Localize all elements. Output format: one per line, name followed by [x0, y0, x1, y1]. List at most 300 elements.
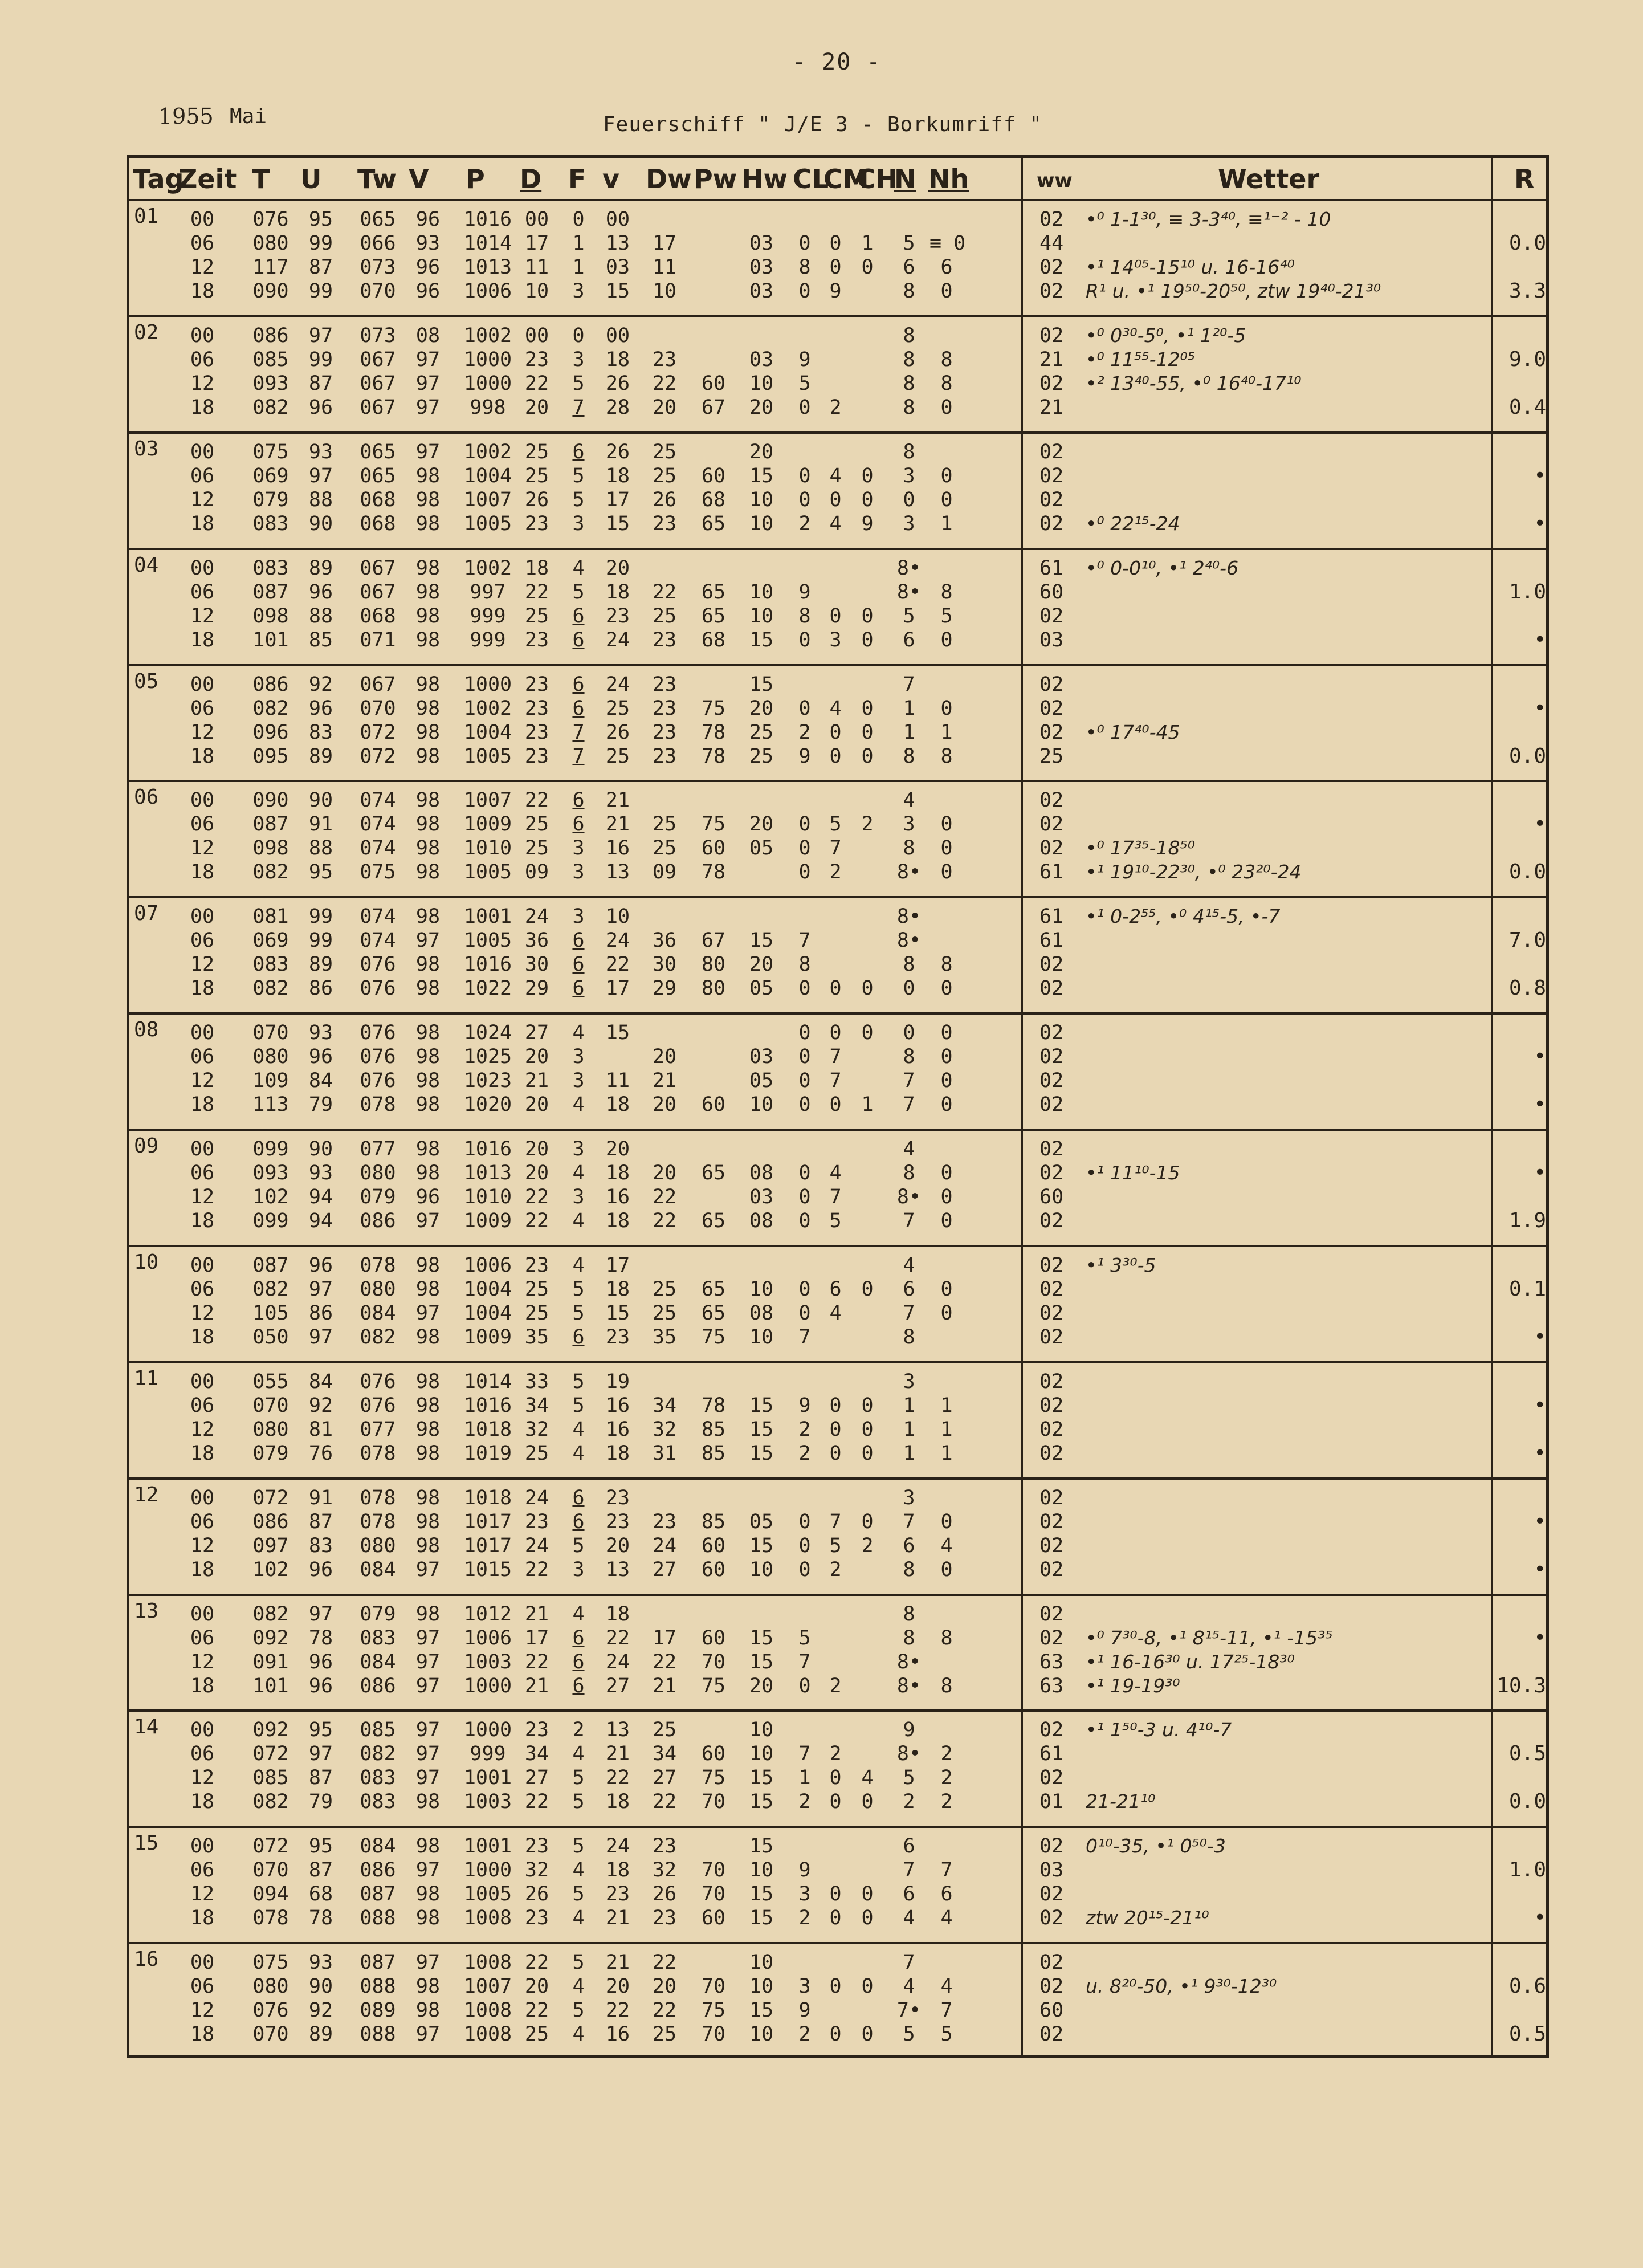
- header-dw: Dw: [646, 164, 692, 194]
- cell-v: 98: [415, 673, 441, 696]
- cell-nh: 0: [940, 1558, 953, 1581]
- cell-nh: 4: [940, 1975, 953, 1998]
- cell-d: 22: [524, 1790, 549, 1814]
- cell-pw: 75: [701, 697, 726, 720]
- cell-dw: 23: [652, 628, 677, 652]
- table-row: [129, 232, 1546, 255]
- cell-cl: 0: [798, 837, 811, 860]
- cell-dw: 22: [652, 1210, 677, 1232]
- cell-tw: 084: [360, 1558, 396, 1581]
- cell-d: 32: [524, 1418, 549, 1441]
- cell-u: 96: [308, 1650, 333, 1673]
- cell-cm: 4: [829, 1301, 842, 1325]
- cell-n: 6: [903, 628, 915, 652]
- cell-v: 20: [605, 556, 630, 580]
- cell-zeit: 18: [190, 861, 215, 884]
- cell-wetter: •¹ 14⁰⁵-15¹⁰ u. 16-16⁴⁰: [1086, 256, 1295, 278]
- cell-ww: 02: [1039, 1883, 1064, 1906]
- cell-u: 90: [308, 1975, 333, 1998]
- cell-dw: 35: [652, 1325, 677, 1349]
- cell-t: 082: [252, 1277, 289, 1301]
- cell-v: 98: [415, 1138, 441, 1161]
- cell-dw: 20: [652, 1162, 677, 1184]
- cell-ww: 02: [1039, 280, 1064, 303]
- cell-n: 7: [903, 1301, 915, 1325]
- cell-ch: 2: [861, 1534, 874, 1557]
- cell-r: •: [1534, 1906, 1546, 1930]
- cell-cl: 0: [798, 1534, 811, 1557]
- cell-v: 28: [605, 396, 630, 419]
- cell-tw: 076: [360, 1394, 396, 1417]
- cell-d: 20: [524, 396, 549, 419]
- cell-cm: 0: [829, 488, 842, 511]
- cell-u: 99: [308, 280, 333, 303]
- cell-t: 086: [252, 324, 289, 347]
- cell-dw: 10: [652, 280, 677, 303]
- month-label: Mai: [230, 105, 267, 128]
- page-number: - 20 -: [792, 49, 882, 75]
- cell-zeit: 12: [190, 1301, 215, 1325]
- cell-v: 24: [605, 1835, 630, 1858]
- cell-ch: 0: [861, 744, 874, 768]
- cell-f: 6: [572, 929, 585, 952]
- cell-v: 97: [415, 1301, 441, 1325]
- table-row: [129, 837, 1546, 860]
- cell-p: 1023: [463, 1069, 512, 1093]
- cell-v: 18: [605, 1790, 630, 1814]
- cell-u: 93: [308, 1021, 333, 1045]
- cell-pw: 70: [701, 1859, 726, 1882]
- cell-u: 68: [308, 1883, 333, 1906]
- cell-dw: 17: [652, 232, 677, 255]
- cell-nh: 8: [940, 348, 953, 371]
- cell-v: 97: [415, 1951, 441, 1974]
- cell-n: 7: [903, 1069, 915, 1093]
- cell-hw: 05: [749, 977, 774, 1000]
- cell-dw: 25: [652, 1277, 677, 1301]
- cell-v: 18: [605, 1210, 630, 1232]
- cell-t: 085: [252, 1766, 289, 1790]
- cell-n: 0: [903, 488, 915, 511]
- cell-ww: 02: [1039, 1558, 1064, 1581]
- cell-f: 6: [572, 953, 585, 976]
- cell-p: 1008: [463, 2023, 512, 2046]
- cell-v: 97: [415, 1650, 441, 1673]
- cell-d: 20: [524, 1093, 549, 1117]
- header-t: T: [252, 164, 270, 194]
- cell-cm: 0: [829, 1021, 842, 1045]
- cell-n: 4: [903, 1975, 915, 1998]
- cell-nh: 0: [940, 1277, 953, 1301]
- cell-hw: 15: [749, 1883, 774, 1906]
- cell-cl: 0: [798, 232, 811, 255]
- cell-hw: 03: [749, 280, 774, 303]
- cell-n: 7: [903, 1210, 915, 1232]
- cell-d: 23: [524, 512, 549, 535]
- cell-u: 96: [308, 1253, 333, 1277]
- cell-ch: 0: [861, 464, 874, 487]
- cell-v: 96: [415, 208, 441, 231]
- table-row: [129, 1442, 1546, 1465]
- cell-f: 4: [572, 1162, 585, 1184]
- cell-d: 20: [524, 1045, 549, 1069]
- cell-ww: 21: [1039, 396, 1064, 419]
- cell-dw: 23: [652, 1907, 677, 1930]
- cell-d: 25: [524, 813, 549, 836]
- cell-ch: 0: [861, 2023, 874, 2046]
- cell-u: 88: [308, 604, 333, 628]
- cell-f: 6: [572, 1486, 585, 1509]
- cell-v: 98: [415, 1418, 441, 1441]
- cell-ww: 02: [1039, 697, 1064, 720]
- header-tag: Tag: [133, 164, 184, 194]
- cell-cl: 0: [798, 1045, 811, 1069]
- cell-hw: 15: [749, 1907, 774, 1930]
- cell-p: 1015: [463, 1558, 512, 1581]
- table-row: [129, 372, 1546, 395]
- cell-v: 16: [605, 1394, 630, 1417]
- cell-n: 5: [903, 604, 915, 628]
- table-row: [129, 721, 1546, 744]
- cell-f: 4: [572, 1253, 585, 1277]
- cell-v: 15: [605, 1301, 630, 1325]
- cell-v: 16: [605, 2023, 630, 2046]
- cell-dw: 25: [652, 1719, 677, 1742]
- cell-nh: 0: [940, 837, 953, 860]
- cell-cl: 0: [798, 697, 811, 720]
- cell-ch: 9: [861, 512, 874, 535]
- cell-zeit: 12: [190, 1766, 215, 1790]
- cell-tw: 068: [360, 512, 396, 535]
- cell-u: 91: [308, 1486, 333, 1509]
- cell-t: 105: [252, 1301, 289, 1325]
- table-row: [129, 905, 1546, 928]
- cell-u: 92: [308, 1394, 333, 1417]
- header-n: N: [894, 164, 916, 194]
- year-label: 1955: [158, 104, 214, 129]
- cell-ww: 02: [1039, 1442, 1064, 1465]
- cell-cm: 5: [829, 813, 842, 836]
- day-number: 12: [134, 1483, 159, 1506]
- day-block-08: [129, 1015, 1546, 1131]
- cell-hw: 08: [749, 1210, 774, 1232]
- cell-n: 8•: [896, 905, 922, 929]
- cell-ww: 02: [1039, 673, 1064, 696]
- table-row: [129, 813, 1546, 836]
- cell-t: 082: [252, 1790, 289, 1814]
- cell-v: 98: [415, 1835, 441, 1858]
- cell-d: 11: [524, 256, 549, 279]
- cell-ww: 60: [1039, 1186, 1064, 1208]
- cell-v: 98: [415, 1999, 441, 2022]
- cell-tw: 079: [360, 1602, 396, 1626]
- table-row: [129, 1326, 1546, 1349]
- cell-t: 101: [252, 1674, 289, 1697]
- cell-u: 90: [308, 1138, 333, 1161]
- cell-zeit: 00: [190, 673, 215, 696]
- cell-r: 10.3: [1497, 1673, 1546, 1697]
- cell-tw: 078: [360, 1253, 396, 1277]
- table-row: [129, 1510, 1546, 1533]
- cell-hw: 20: [749, 1674, 774, 1697]
- cell-zeit: 12: [190, 953, 215, 976]
- cell-nh: 4: [940, 1534, 953, 1557]
- cell-pw: 78: [701, 720, 726, 744]
- cell-ww: 63: [1039, 1674, 1064, 1697]
- cell-cl: 7: [798, 929, 811, 952]
- cell-f: 4: [572, 1021, 585, 1045]
- day-block-13: [129, 1596, 1546, 1712]
- cell-cl: 0: [798, 396, 811, 419]
- cell-tw: 078: [360, 1093, 396, 1117]
- cell-cl: 2: [798, 1442, 811, 1465]
- cell-v: 00: [605, 324, 630, 347]
- cell-dw: 26: [652, 1883, 677, 1906]
- cell-v: 97: [415, 396, 441, 419]
- cell-zeit: 18: [190, 977, 215, 1000]
- cell-tw: 087: [360, 1951, 396, 1974]
- cell-v: 98: [415, 556, 441, 580]
- cell-d: 32: [524, 1859, 549, 1882]
- cell-hw: 15: [749, 1835, 774, 1858]
- cell-u: 95: [308, 1719, 333, 1742]
- cell-tw: 066: [360, 232, 396, 255]
- cell-tw: 076: [360, 1370, 396, 1393]
- cell-hw: 10: [749, 488, 774, 511]
- cell-d: 26: [524, 488, 549, 511]
- table-row: [129, 1907, 1546, 1929]
- cell-wetter: ztw 20¹⁵-21¹⁰: [1086, 1907, 1209, 1929]
- cell-p: 1018: [463, 1486, 512, 1509]
- cell-p: 1005: [463, 1883, 512, 1906]
- cell-r: 0.0: [1509, 1790, 1546, 1814]
- cell-dw: 22: [652, 1999, 677, 2022]
- cell-wetter: •⁰ 1-1³⁰, ≡ 3-3⁴⁰, ≡¹⁻² - 10: [1086, 208, 1331, 230]
- cell-t: 082: [252, 396, 289, 419]
- cell-zeit: 06: [190, 580, 215, 604]
- cell-t: 079: [252, 1442, 289, 1465]
- cell-ww: 02: [1039, 1210, 1064, 1232]
- cell-f: 4: [572, 1859, 585, 1882]
- cell-f: 1: [572, 232, 585, 255]
- cell-n: 7: [903, 1859, 915, 1882]
- cell-d: 20: [524, 1138, 549, 1161]
- cell-tw: 083: [360, 1790, 396, 1814]
- cell-n: 8: [903, 837, 915, 860]
- cell-u: 93: [308, 1162, 333, 1184]
- cell-cm: 4: [829, 464, 842, 487]
- cell-d: 29: [524, 977, 549, 1000]
- cell-u: 90: [308, 512, 333, 535]
- cell-tw: 084: [360, 1835, 396, 1858]
- cell-t: 101: [252, 628, 289, 652]
- cell-v: 98: [415, 1370, 441, 1393]
- cell-dw: 22: [652, 1790, 677, 1814]
- cell-r: •: [1534, 511, 1546, 535]
- cell-n: 8: [903, 1626, 915, 1650]
- cell-p: 1016: [463, 1394, 512, 1417]
- cell-f: 6: [572, 977, 585, 1000]
- cell-zeit: 18: [190, 396, 215, 419]
- cell-ww: 02: [1039, 1138, 1064, 1161]
- cell-cm: 7: [829, 1069, 842, 1093]
- table-row: [129, 1418, 1546, 1441]
- cell-u: 95: [308, 1835, 333, 1858]
- cell-n: 8•: [896, 929, 922, 952]
- cell-zeit: 06: [190, 1162, 215, 1184]
- cell-p: 1002: [463, 556, 512, 580]
- cell-ch: 0: [861, 1907, 874, 1930]
- table-row: [129, 929, 1546, 952]
- table-row: [129, 1045, 1546, 1068]
- cell-tw: 073: [360, 256, 396, 279]
- cell-f: 4: [572, 1602, 585, 1626]
- cell-n: 6: [903, 1835, 915, 1858]
- cell-zeit: 12: [190, 372, 215, 395]
- cell-wetter: •¹ 1⁵⁰-3 u. 4¹⁰-7: [1086, 1719, 1232, 1741]
- cell-r: •: [1534, 1161, 1546, 1184]
- cell-v: 13: [605, 1719, 630, 1742]
- cell-nh: 1: [940, 720, 953, 744]
- cell-n: 8•: [896, 1742, 922, 1766]
- cell-u: 89: [308, 953, 333, 976]
- cell-zeit: 12: [190, 1534, 215, 1557]
- cell-cm: 4: [829, 512, 842, 535]
- cell-nh: 0: [940, 1510, 953, 1533]
- cell-cm: 0: [829, 1394, 842, 1417]
- cell-f: 4: [572, 1975, 585, 1998]
- cell-v: 97: [415, 1742, 441, 1766]
- cell-v: 23: [605, 1325, 630, 1349]
- cell-v: 20: [605, 1534, 630, 1557]
- cell-tw: 077: [360, 1418, 396, 1441]
- cell-u: 96: [308, 697, 333, 720]
- cell-ww: 61: [1039, 861, 1064, 884]
- cell-zeit: 00: [190, 1021, 215, 1045]
- day-number: 08: [134, 1018, 159, 1042]
- cell-u: 94: [308, 1210, 333, 1232]
- cell-cm: 0: [829, 1093, 842, 1117]
- cell-v: 21: [605, 1742, 630, 1766]
- cell-tw: 075: [360, 861, 396, 884]
- cell-hw: 15: [749, 1790, 774, 1814]
- cell-p: 1007: [463, 789, 512, 812]
- cell-zeit: 18: [190, 1093, 215, 1117]
- cell-n: 8: [903, 1325, 915, 1349]
- cell-r: •: [1534, 1441, 1546, 1465]
- cell-p: 1001: [463, 1835, 512, 1858]
- cell-v: 21: [605, 789, 630, 812]
- cell-f: 3: [572, 861, 585, 884]
- table-row: [129, 324, 1546, 347]
- cell-wetter: •¹ 3³⁰-5: [1086, 1253, 1156, 1276]
- cell-ww: 02: [1039, 1069, 1064, 1093]
- cell-cl: 7: [798, 1742, 811, 1766]
- cell-t: 072: [252, 1835, 289, 1858]
- cell-f: 3: [572, 512, 585, 535]
- cell-tw: 067: [360, 372, 396, 395]
- cell-d: 34: [524, 1394, 549, 1417]
- cell-ww: 02: [1039, 837, 1064, 860]
- cell-v: 18: [605, 1859, 630, 1882]
- cell-cm: 2: [829, 1742, 842, 1766]
- cell-n: 3: [903, 1370, 915, 1393]
- cell-p: 1000: [463, 673, 512, 696]
- cell-u: 96: [308, 1674, 333, 1697]
- cell-ch: 0: [861, 1442, 874, 1465]
- cell-r: 0.1: [1509, 1277, 1546, 1301]
- cell-n: 7: [903, 673, 915, 696]
- cell-tw: 074: [360, 837, 396, 860]
- cell-p: 1000: [463, 1719, 512, 1742]
- cell-d: 25: [524, 464, 549, 487]
- cell-r: 9.0: [1509, 347, 1546, 371]
- cell-p: 1007: [463, 488, 512, 511]
- cell-f: 5: [572, 1301, 585, 1325]
- cell-tw: 068: [360, 488, 396, 511]
- cell-p: 1013: [463, 1162, 512, 1184]
- cell-r: 0.0: [1509, 231, 1546, 255]
- cell-p: 1010: [463, 837, 512, 860]
- cell-hw: 15: [749, 1418, 774, 1441]
- cell-ch: 1: [861, 1093, 874, 1117]
- cell-v: 97: [415, 1626, 441, 1650]
- cell-tw: 080: [360, 1277, 396, 1301]
- cell-hw: 10: [749, 1277, 774, 1301]
- cell-tw: 087: [360, 1883, 396, 1906]
- cell-dw: 27: [652, 1558, 677, 1581]
- cell-dw: 25: [652, 813, 677, 836]
- cell-tw: 065: [360, 440, 396, 463]
- cell-hw: 15: [749, 1442, 774, 1465]
- cell-wetter: R¹ u. •¹ 19⁵⁰-20⁵⁰, ztw 19⁴⁰-21³⁰: [1086, 280, 1381, 302]
- cell-r: •: [1534, 1045, 1546, 1069]
- cell-t: 090: [252, 789, 289, 812]
- cell-ww: 02: [1039, 324, 1064, 347]
- cell-zeit: 12: [190, 1418, 215, 1441]
- cell-r: •: [1534, 1325, 1546, 1349]
- cell-r: •: [1534, 628, 1546, 652]
- cell-ww: 60: [1039, 1999, 1064, 2022]
- cell-t: 069: [252, 464, 289, 487]
- cell-zeit: 12: [190, 1650, 215, 1673]
- cell-v: 17: [605, 1253, 630, 1277]
- cell-tw: 067: [360, 673, 396, 696]
- cell-p: 999: [470, 628, 506, 652]
- cell-v: 97: [415, 1719, 441, 1742]
- cell-u: 93: [308, 1951, 333, 1974]
- cell-v: 21: [605, 1951, 630, 1974]
- cell-v: 17: [605, 488, 630, 511]
- cell-ww: 02: [1039, 1021, 1064, 1045]
- cell-v: 98: [415, 977, 441, 1000]
- cell-v: 97: [415, 348, 441, 371]
- cell-n: 0: [903, 1021, 915, 1045]
- cell-pw: 60: [701, 1558, 726, 1581]
- cell-v: 98: [415, 813, 441, 836]
- cell-tw: 088: [360, 1907, 396, 1930]
- cell-d: 35: [524, 1325, 549, 1349]
- cell-cm: 7: [829, 1186, 842, 1208]
- cell-p: 1004: [463, 464, 512, 487]
- cell-n: 6: [903, 1534, 915, 1557]
- cell-u: 89: [308, 2023, 333, 2046]
- cell-zeit: 12: [190, 837, 215, 860]
- cell-n: 2: [903, 1790, 915, 1814]
- cell-f: 5: [572, 1534, 585, 1557]
- cell-d: 25: [524, 1277, 549, 1301]
- cell-ch: 0: [861, 488, 874, 511]
